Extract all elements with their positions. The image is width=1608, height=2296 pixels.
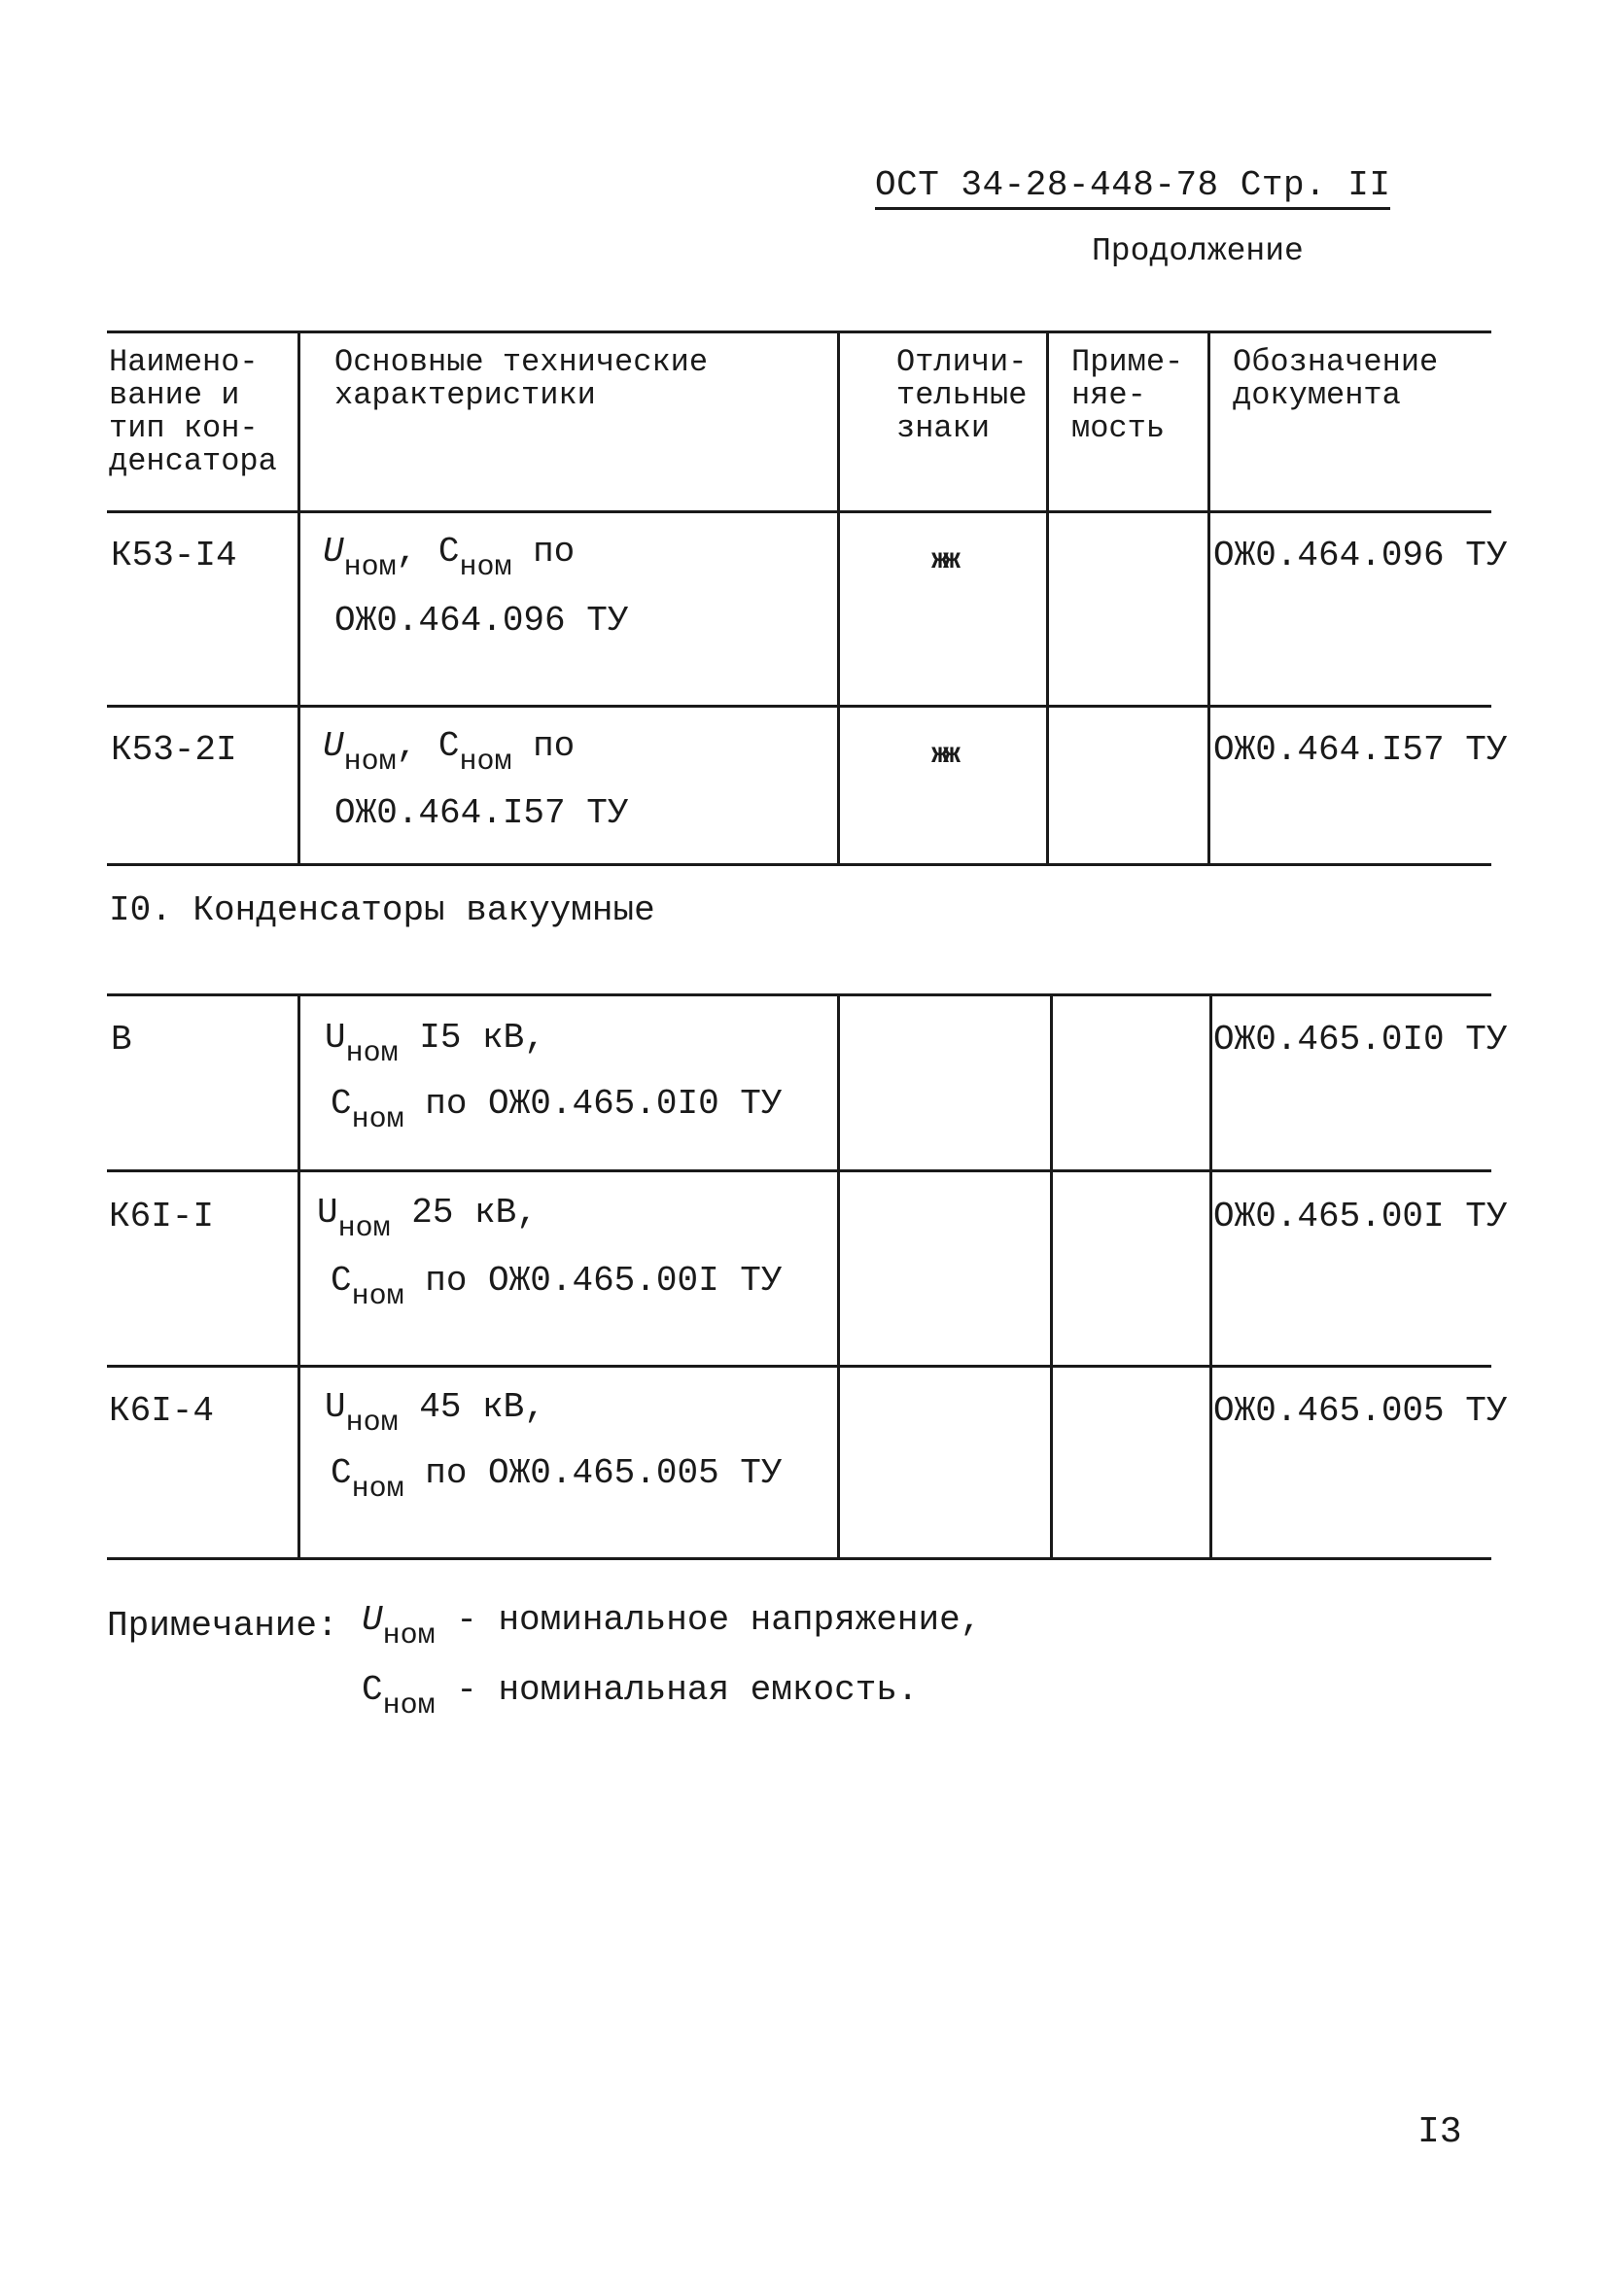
- capacitor-type: К6I-4: [109, 1391, 215, 1431]
- spec-line-1: $U_{ном}$ I5 кВ,: [325, 1018, 545, 1070]
- capacitor-type: В: [111, 1020, 132, 1060]
- row-divider: [107, 705, 1491, 708]
- distinctive-mark: жж: [931, 544, 956, 577]
- column-divider: [837, 330, 840, 866]
- column-header-applicability: Приме- няе- мость: [1071, 344, 1184, 446]
- row-divider: [107, 1169, 1491, 1172]
- column-divider: [1050, 993, 1053, 1560]
- column-divider: [1209, 993, 1212, 1560]
- spec-line-1: $U_{ном}$, $С_{ном}$ по: [323, 532, 576, 584]
- capacitor-type: К53-2I: [111, 730, 237, 770]
- spec-line-2: $С_{ном}$ по ОЖ0.465.0I0 ТУ: [331, 1084, 783, 1136]
- spec-line-2: $С_{ном}$ по ОЖ0.465.005 ТУ: [331, 1453, 783, 1506]
- note-label: Примечание:: [107, 1606, 338, 1646]
- spec-line-2: ОЖ0.464.096 ТУ: [334, 601, 629, 641]
- column-divider: [1046, 330, 1049, 866]
- spec-line-2: ОЖ0.464.I57 ТУ: [334, 793, 629, 833]
- capacitor-type: К53-I4: [111, 536, 237, 575]
- distinctive-mark: жж: [931, 739, 956, 772]
- table-top-rule: [107, 993, 1491, 996]
- document-designation: ОЖ0.464.I57 ТУ: [1213, 730, 1508, 770]
- document-designation: ОЖ0.464.096 ТУ: [1213, 536, 1508, 575]
- document-code: ОСТ 34-28-448-78 Стр. II: [875, 165, 1390, 210]
- note-line-voltage: $U_{ном}$ - номинальное напряжение,: [362, 1600, 982, 1652]
- spec-line-1: $U_{ном}$ 25 кВ,: [317, 1193, 538, 1245]
- section-title: I0. Конденсаторы вакуумные: [109, 890, 655, 930]
- column-header-specs: Основные технические характеристики: [334, 344, 709, 413]
- column-divider: [297, 993, 300, 1560]
- spec-line-1: $U_{ном}$, $С_{ном}$ по: [323, 726, 576, 779]
- spec-line-2: $С_{ном}$ по ОЖ0.465.00I ТУ: [331, 1261, 783, 1313]
- table-bottom-rule: [107, 1557, 1491, 1560]
- column-divider: [837, 993, 840, 1560]
- column-divider: [297, 330, 300, 866]
- spec-line-1: $U_{ном}$ 45 кВ,: [325, 1387, 545, 1440]
- document-designation: ОЖ0.465.005 ТУ: [1213, 1391, 1508, 1431]
- capacitor-type: К6I-I: [109, 1197, 215, 1236]
- document-designation: ОЖ0.465.00I ТУ: [1213, 1197, 1508, 1236]
- column-header-type: Наимено- вание и тип кон- денсатора: [109, 344, 277, 479]
- document-designation: ОЖ0.465.0I0 ТУ: [1213, 1020, 1508, 1060]
- continuation-label: Продолжение: [1092, 233, 1304, 269]
- column-header-document: Обозначение документа: [1233, 344, 1439, 413]
- table-bottom-rule: [107, 863, 1491, 866]
- column-divider: [1207, 330, 1210, 866]
- row-divider: [107, 1365, 1491, 1368]
- note-line-capacitance: $С_{ном}$ - номинальная емкость.: [362, 1670, 919, 1722]
- header-bottom-rule: [107, 510, 1491, 513]
- table-top-rule: [107, 330, 1491, 333]
- column-header-marks: Отличи- тельные знаки: [896, 344, 1028, 446]
- page-number: I3: [1417, 2111, 1462, 2153]
